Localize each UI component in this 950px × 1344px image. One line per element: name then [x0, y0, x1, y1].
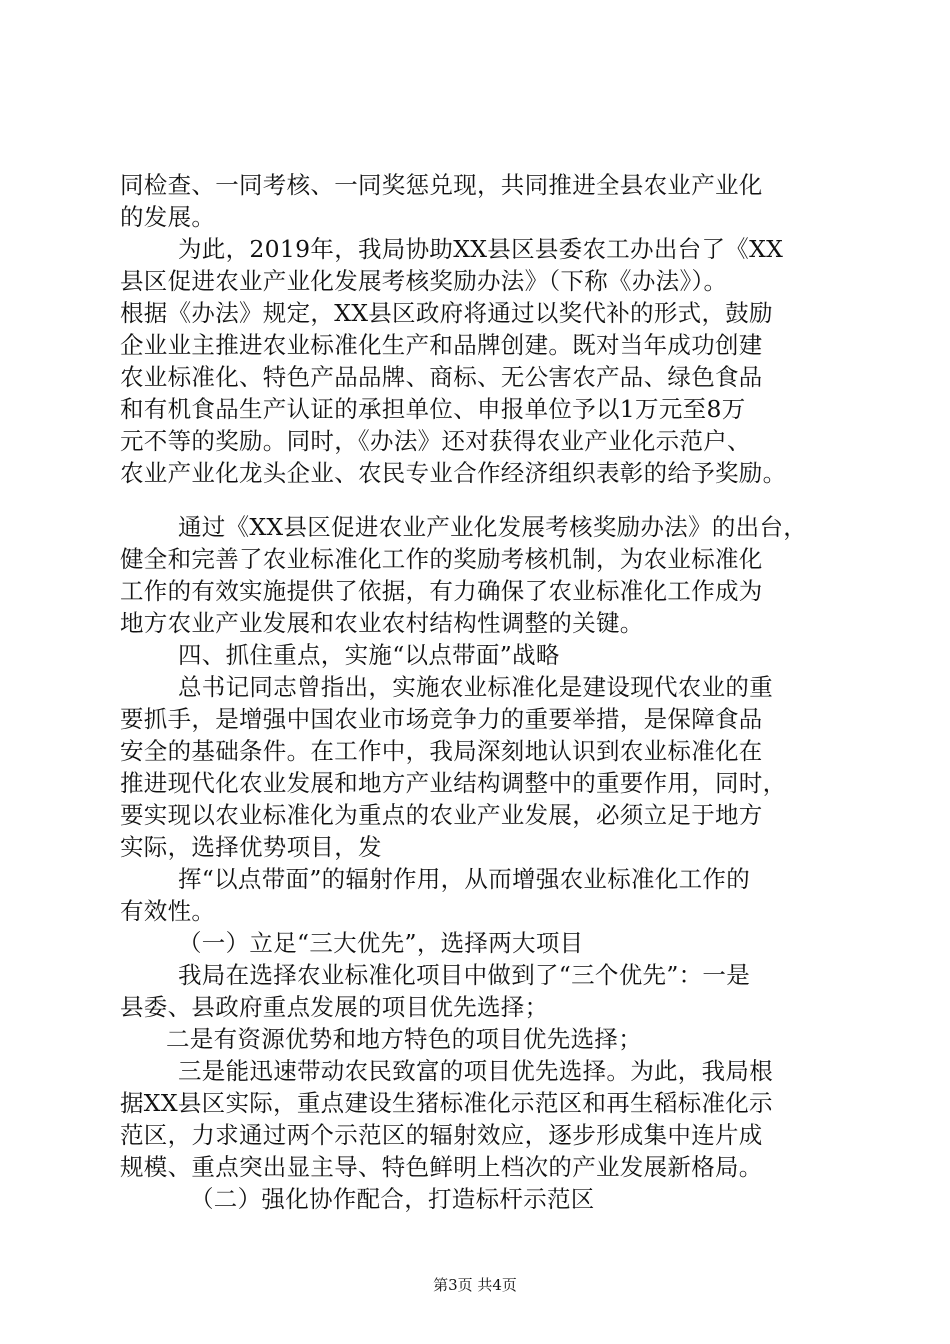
- text-line: 和有机食品生产认证的承担单位、申报单位予以1万元至8万: [120, 395, 746, 423]
- text-line: 挥“以点带面”的辐射作用，从而增强农业标准化工作的: [178, 865, 751, 893]
- text-line: 据XX县区实际，重点建设生猪标准化示范区和再生稻标准化示: [120, 1089, 773, 1117]
- text-line: 农业产业化龙头企业、农民专业合作经济组织表彰的给予奖励。: [120, 459, 787, 487]
- text-line: 健全和完善了农业标准化工作的奖励考核机制，为农业标准化: [120, 545, 763, 573]
- text-line: 二是有资源优势和地方特色的项目优先选择；: [166, 1025, 642, 1053]
- text-line: 根据《办法》规定，XX县区政府将通过以奖代补的形式，鼓励: [120, 299, 773, 327]
- subsection-heading: （二）强化协作配合，打造标杆示范区: [190, 1185, 595, 1213]
- text-line: 为此，2019年，我局协助XX县区县委农工办出台了《XX: [178, 235, 784, 263]
- text-line: 的发展。: [120, 203, 216, 231]
- text-line: 安全的基础条件。在工作中，我局深刻地认识到农业标准化在: [120, 737, 763, 765]
- text-line: 总书记同志曾指出，实施农业标准化是建设现代农业的重: [178, 673, 773, 701]
- text-line: 县区促进农业产业化发展考核奖励办法》（下称《办法》）。: [120, 267, 728, 295]
- section-heading: 四、抓住重点，实施“以点带面”战略: [178, 641, 560, 669]
- text-line: 元不等的奖励。同时，《办法》还对获得农业产业化示范户、: [120, 427, 751, 455]
- text-line: 通过《XX县区促进农业产业化发展考核奖励办法》的出台，: [178, 513, 808, 541]
- page-footer: 第3页 共4页: [433, 1276, 517, 1294]
- text-line: 推进现代化农业发展和地方产业结构调整中的重要作用，同时，: [120, 769, 787, 797]
- text-line: 工作的有效实施提供了依据，有力确保了农业标准化工作成为: [120, 577, 763, 605]
- text-line: 地方农业产业发展和农业农村结构性调整的关键。: [120, 609, 644, 637]
- text-line: 农业标准化、特色产品品牌、商标、无公害农产品、绿色食品: [120, 363, 763, 391]
- text-line: 要实现以农业标准化为重点的农业产业发展，必须立足于地方: [120, 801, 763, 829]
- text-line: 要抓手，是增强中国农业市场竞争力的重要举措，是保障食品: [120, 705, 763, 733]
- text-line: 范区，力求通过两个示范区的辐射效应，逐步形成集中连片成: [120, 1121, 763, 1149]
- text-line: 同检查、一同考核、一同奖惩兑现，共同推进全县农业产业化: [120, 171, 763, 199]
- text-line: 三是能迅速带动农民致富的项目优先选择。为此，我局根: [178, 1057, 773, 1085]
- text-line: 我局在选择农业标准化项目中做到了“三个优先”：一是: [178, 961, 751, 989]
- text-line: 县委、县政府重点发展的项目优先选择；: [120, 993, 549, 1021]
- subsection-heading: （一）立足“三大优先”，选择两大项目: [178, 929, 584, 957]
- text-line: 有效性。: [120, 897, 216, 925]
- text-line: 实际，选择优势项目，发: [120, 833, 382, 861]
- text-line: 规模、重点突出显主导、特色鲜明上档次的产业发展新格局。: [120, 1153, 763, 1181]
- text-line: 企业业主推进农业标准化生产和品牌创建。既对当年成功创建: [120, 331, 763, 359]
